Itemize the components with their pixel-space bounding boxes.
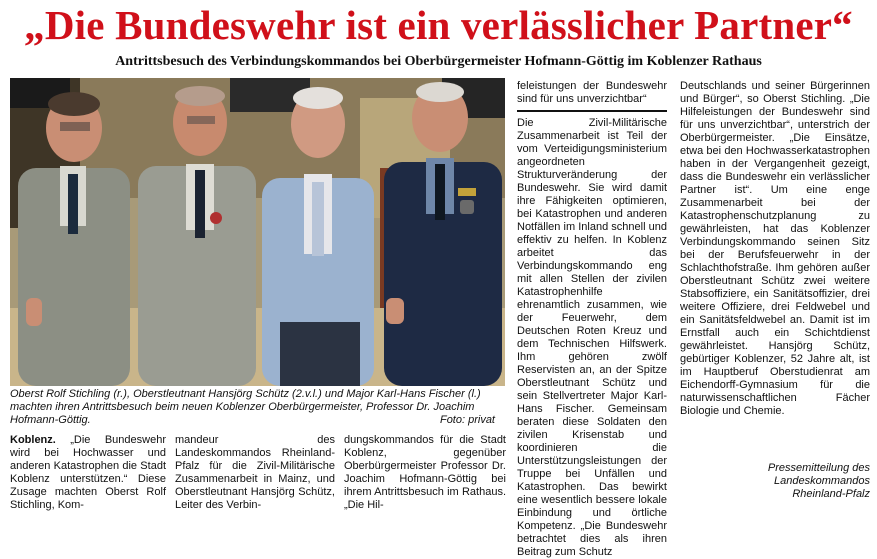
column-3 [344, 434, 506, 512]
column-2-text: mandeur des Landeskommandos Rheinland-Pfalz für die Zivil-Militärische Zusammenarbeit in Mainz, und Oberstleutnant Hansjörg Schütz, Leiter des Verbin- [175, 434, 335, 511]
column-5 [680, 80, 870, 418]
column-4-top-text: feleistungen der Bundeswehr sind für uns unverzichtbar“ [517, 80, 667, 105]
column-2 [175, 434, 335, 512]
column-4 [517, 117, 667, 559]
column-4-text: Die Zivil-Militärische Zusammenarbeit ist Teil der vom Verteidigungsministerium angeordneten Strukturveränderung der Bundeswehr. Sie wird damit ihre Fähigkeiten optimieren, bei Katastrophen und anderen Notfällen im Inland schnell und effektiv zu helfen. In Koblenz arbeitet das Verbindungskommando eng mit allen Stellen der zivilen Katastrophenhilfe ehrenamtlich zusammen, wie der Feuerwehr, dem Deutschen Roten Kreuz und dem Technischen Hilfswerk. Ihm gehören zwölf Reservisten an, an der Spitze Oberstleutnant Schütz und sein Stellvertreter Major Karl-Hans Fischer. Gemeinsam beraten diese Soldaten den zivilen Krisenstab und koordinieren die Unterstützungsleistungen der Truppe bei Unfällen und Katastrophen. Das bewirkt eine wesentlich bessere lokale Einbindung und örtliche Kompetenz. „Die Bundeswehr betrachtet dies als ihren Beitrag zum Schutz [517, 117, 667, 558]
group-photo [10, 78, 505, 386]
photo-credit: Foto: privat [439, 414, 495, 426]
column-rule [517, 110, 667, 112]
photo-caption: Oberst Rolf Stichling (r.), Oberstleutnant Hansjörg Schütz (2.v.l.) und Major Karl-Hans Fischer (l.) machten ihren Antrittsbesuch beim neuen Koblenzer Oberbürgermeister, Professor Dr. Joachim Hofmann-Göttig. [10, 388, 481, 426]
column-3-text: dungskommandos für die Stadt Koblenz, gegenüber Oberbürgermeister Professor Dr. Joachim Hofmann-Göttig bei ihrem Antrittsbesuch im Rathaus. „Die Hil- [344, 434, 506, 511]
signature: Pressemitteilung des Landeskommandos Rheinland-Pfalz [767, 462, 870, 500]
column-1-text: „Die Bundeswehr wird bei Hochwasser und anderen Katastrophen die Stadt Koblenz unterstützen.“ Diese Zusage machten Oberst Rolf Stichling, Kom- [10, 434, 166, 511]
headline: „Die Bundeswehr ist ein verlässlicher Partner“ [24, 2, 853, 48]
column-5-text: Deutschlands und seiner Bürgerinnen und Bürger“, so Oberst Stichling. „Die Hilfeleistungen der Bundeswehr sind für uns unverzichtbar“, unterstrich der Oberbürgermeister. „Die Einsätze, etwa bei den Hochwasserkatastrophen haben in der Vergangenheit gezeigt, dass die Bundeswehr ein verlässlicher Partner ist“. Um eine enge Zusammenarbeit bei der Katastrophenschutzplanung zu gewährleisten, hat das Koblenzer Verbindungskommando seinen Sitz bei der Berufsfeuerwehr in der Schlachthofstraße. Ihm gehören außer Oberstleutnant Schütz zwei weitere Stabsoffiziere, ein Sanitätsoffizier, drei weitere Offiziere, drei Feldwebel und ein Sanitätsfeldwebel an. Damit ist im Ernstfall auch ein Schichtdienst gewährleistet. Hansjörg Schütz, gebürtiger Koblenzer, 52 Jahre alt, ist im Hauptberuf Oberstudienrat am Eichendorff-Gymnasium für die naturwissenschaftlichen Fächer Biologie und Chemie. [680, 80, 870, 417]
subheadline: Antrittsbesuch des Verbindungskommandos bei Oberbürgermeister Hofmann-Göttig im Koblenzer Rathaus [115, 54, 762, 69]
column-1 [10, 434, 166, 512]
dateline: Koblenz. [10, 434, 56, 446]
column-4-top [517, 80, 667, 106]
